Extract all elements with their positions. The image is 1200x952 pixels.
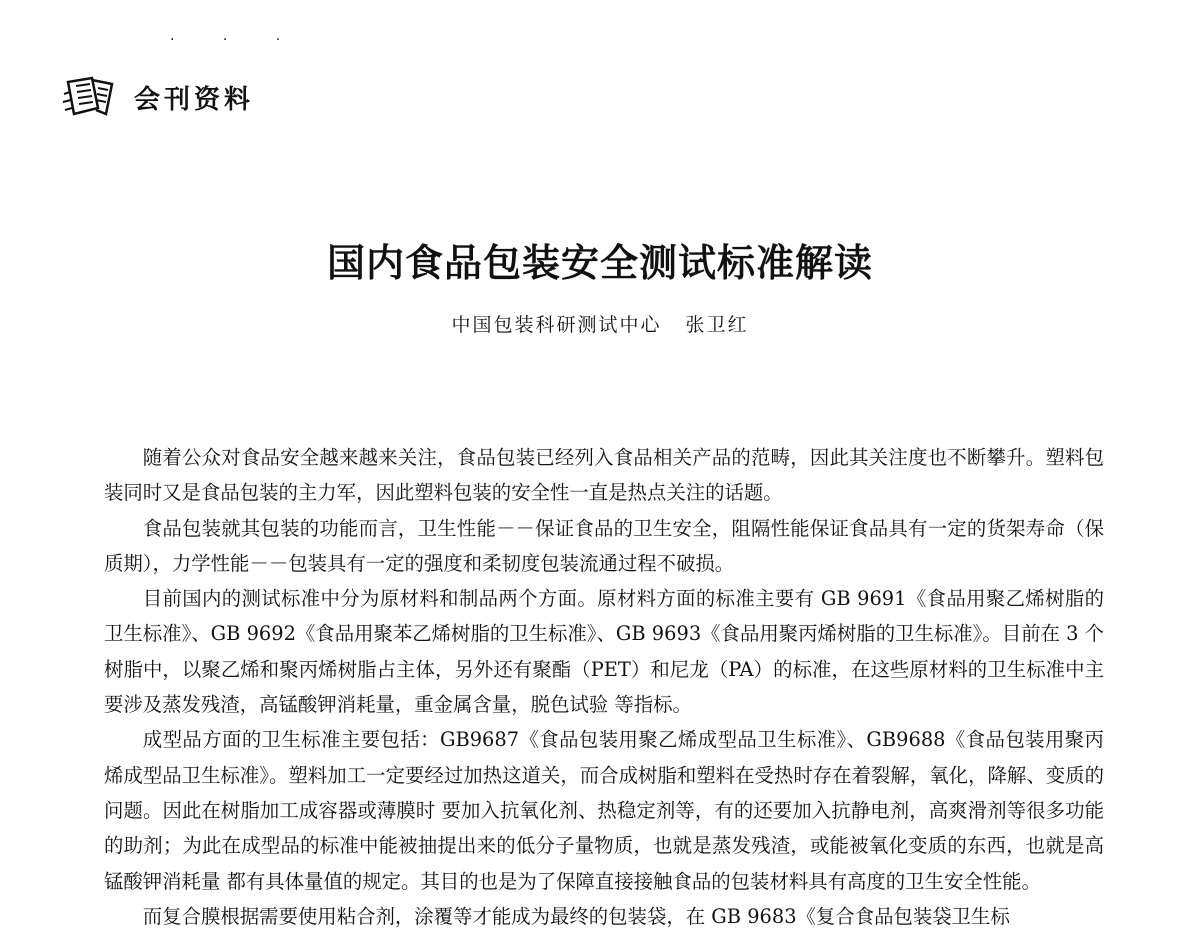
article-body (104, 440, 1104, 934)
section-header (62, 74, 254, 120)
paragraph: 目前国内的测试标准中分为原材料和制品两个方面。原材料方面的标准主要有 GB 9691《食品用聚乙烯树脂的卫生标准》、GB 9692《食品用聚苯乙烯树脂的卫生标准》、GB 9693《食品用聚丙烯树脂的卫生标准》。目前在 3 个树脂中，以聚乙烯和聚丙烯树脂占主体，另外还有聚酯（PET）和尼龙（PA）的标准，在这些原材料的卫生标准中主要涉及蒸发残渣，高锰酸钾消耗量，重金属含量，脱色试验 等指标。 (104, 587, 1104, 717)
journal-icon (62, 74, 120, 120)
article-title: 国内食品包装安全测试标准解读 (326, 241, 873, 285)
section-label: 会刊资料 (134, 84, 255, 115)
paragraph: 随着公众对食品安全越来越来关注，食品包装已经列入食品相关产品的范畴，因此其关注度也不断攀升。塑料包装同时又是食品包装的主力军，因此塑料包装的安全性一直是热点关注的话题。 (104, 446, 1104, 505)
paragraph: 食品包装就其包装的功能而言，卫生性能－－保证食品的卫生安全，阻隔性能保证食品具有一定的货架寿命（保质期），力学性能－－包装具有一定的强度和柔韧度包装流通过程不破损。 (104, 516, 1104, 575)
author: 张卫红 (685, 314, 749, 336)
paragraph: 而复合膜根据需要使用粘合剂，涂覆等才能成为最终的包装袋，在 GB 9683《复合食品包装袋卫生标 (142, 904, 1010, 928)
paragraph: 成型品方面的卫生标准主要包括：GB9687《食品包装用聚乙烯成型品卫生标准》、GB9688《食品包装用聚丙烯成型品卫生标准》。塑料加工一定要经过加热这道关，而合成树脂和塑料在受热时存在着裂解，氧化，降解、变质的问题。因此在树脂加工成容器或薄膜时 要加入抗氧化剂、热稳定剂等，有的还要加入抗静电剂，高爽滑剂等很多功能的助剂；为此在成型品的标准中能被抽提出来的低分子量物质，也就是蒸发残渣，或能被氧化变质的东西，也就是高锰酸钾消耗量 都有具体量值的规定。其目的也是为了保障直接接触食品的包装材料具有高度的卫生安全性能。 (104, 728, 1104, 893)
affiliation: 中国包装科研测试中心 (451, 314, 662, 336)
top-marks: . . . (170, 28, 303, 44)
byline (0, 310, 1200, 337)
